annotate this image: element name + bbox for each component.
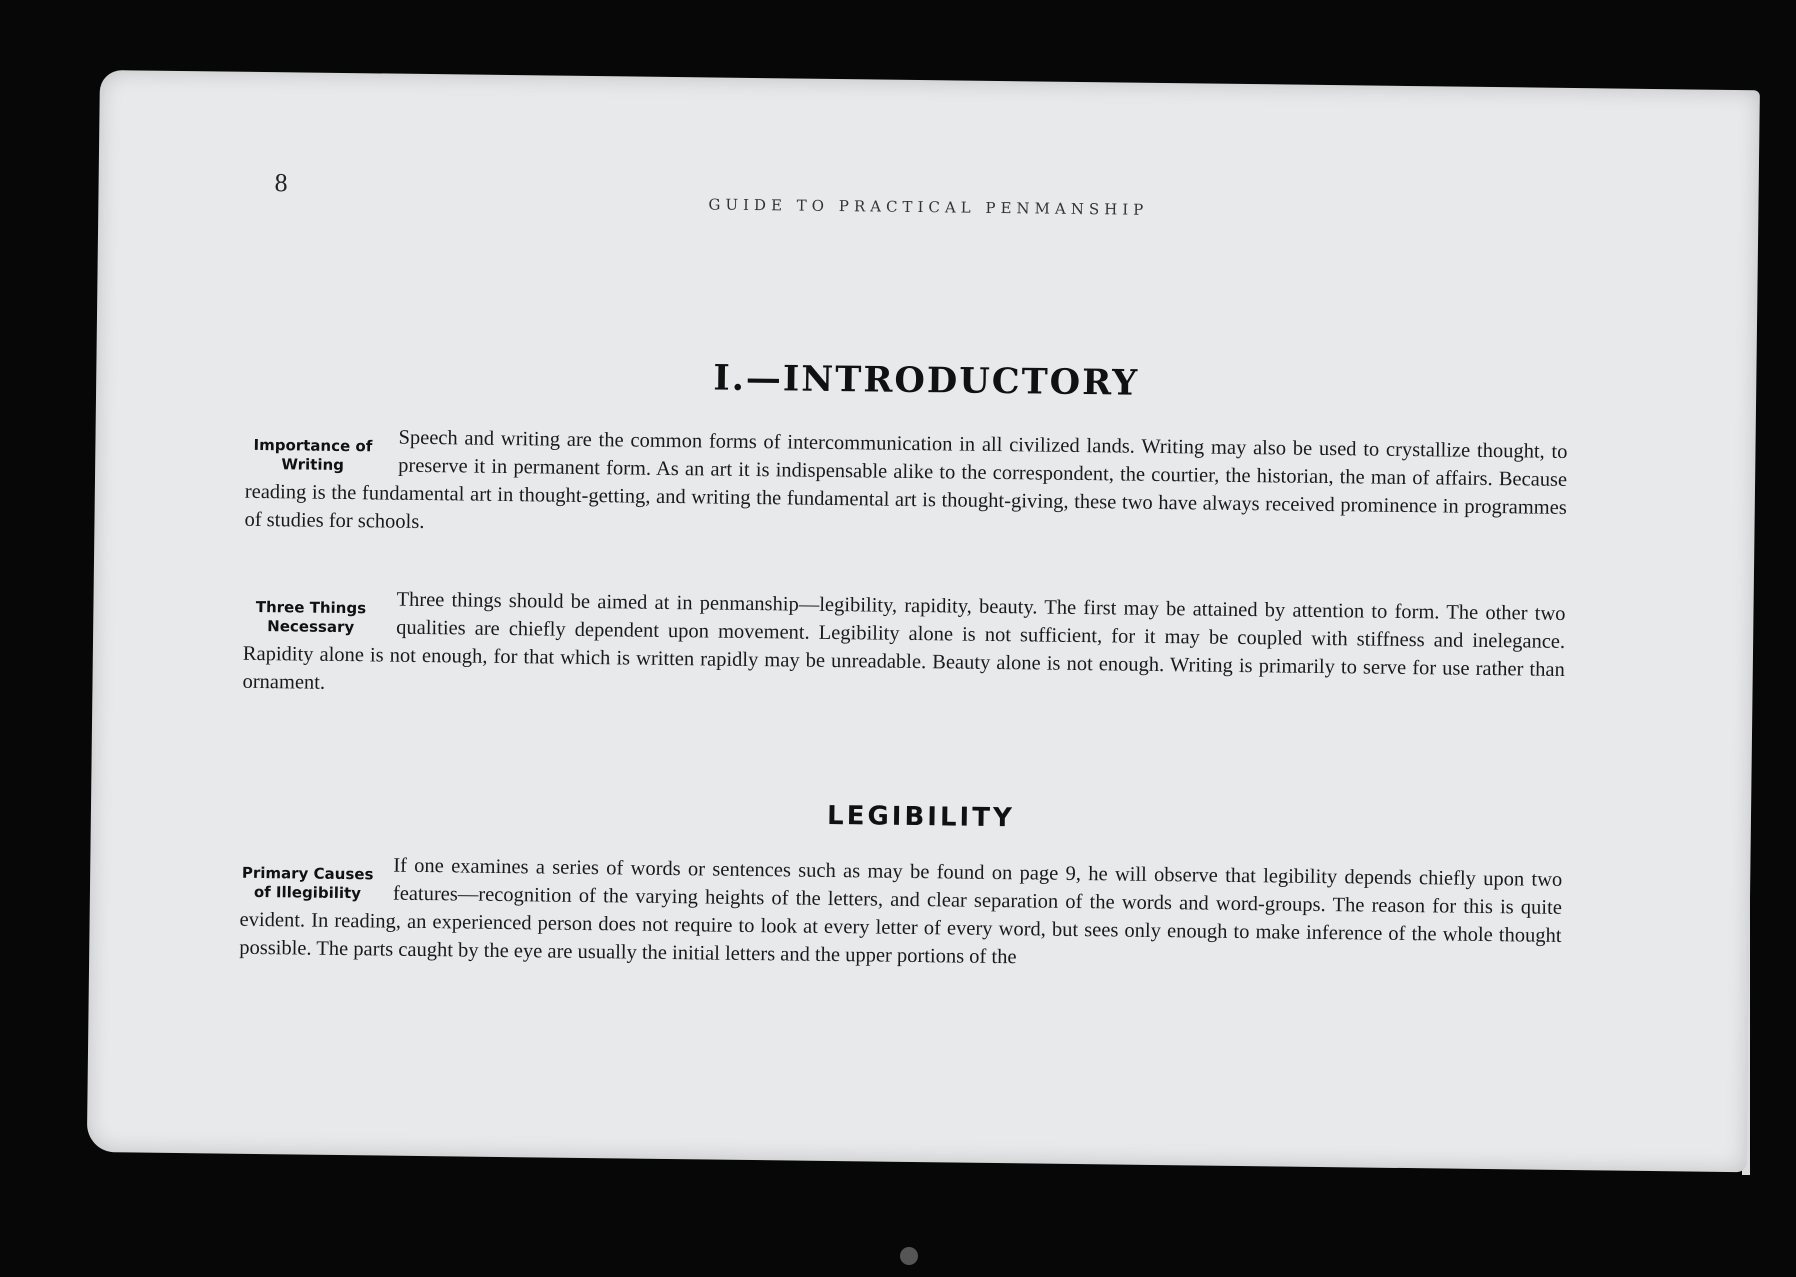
book-page: [87, 70, 1760, 1172]
side-note-line: Writing: [281, 455, 345, 475]
side-note: [245, 422, 381, 476]
side-note-line: Three Things: [255, 597, 367, 618]
section-title-introductory: I.—INTRODUCTORY: [713, 357, 1140, 404]
paragraph-importance-of-writing: [244, 422, 1567, 550]
side-note: [240, 850, 376, 904]
section-title-legibility: LEGIBILITY: [826, 800, 1015, 834]
running-head: GUIDE TO PRACTICAL PENMANSHIP: [708, 195, 1149, 219]
side-note: [243, 584, 379, 638]
side-note-line: Primary Causes: [241, 863, 374, 884]
scan-smudge: [900, 1247, 918, 1265]
paragraph-text: Three things should be aimed at in penmanship—legibility, rapidity, beauty. The first may be attained by attention to form. The other two qualities are chiefly dependent upon movement. Legibility alone is not sufficient, for it may be coupled with stiffness and inelegance. Rapidity alone is not enough, for that which is written rapidly may be unreadable. Beauty alone is not enough. Writing is primarily to serve for use rather than ornament.: [242, 588, 1566, 694]
paragraph-three-things-necessary: [242, 584, 1565, 712]
side-note-line: Necessary: [267, 617, 355, 637]
page-number: 8: [274, 168, 288, 198]
side-note-line: Importance of: [253, 435, 373, 456]
paragraph-primary-causes: [239, 850, 1562, 978]
paragraph-text: If one examines a series of words or sentences such as may be found on page 9, he will observe that legibility depends chiefly upon two features—recognition of the varying heights of the letters, and clear separation of the words and word-groups. The reason for this is quite evident. In reading, an experienced person does not require to look at every letter of every word, but sees only enough to make inference of the whole thought possible. The parts caught by the eye are usually the initial letters and the upper portions of the: [239, 854, 1563, 969]
side-note-line: of Illegibility: [253, 882, 362, 903]
paragraph-text: Speech and writing are the common forms of intercommunication in all civilized lands. Writing may also be used to crystallize thought, to preserve it in permanent form. As an art it is indispensable alike to the correspondent, the courtier, the historian, the man of affairs. Because reading is the fundamental art in thought-getting, and writing the fundamental art is thought-giving, these two have always received prominence in programmes of studies for schools.: [244, 426, 1568, 533]
